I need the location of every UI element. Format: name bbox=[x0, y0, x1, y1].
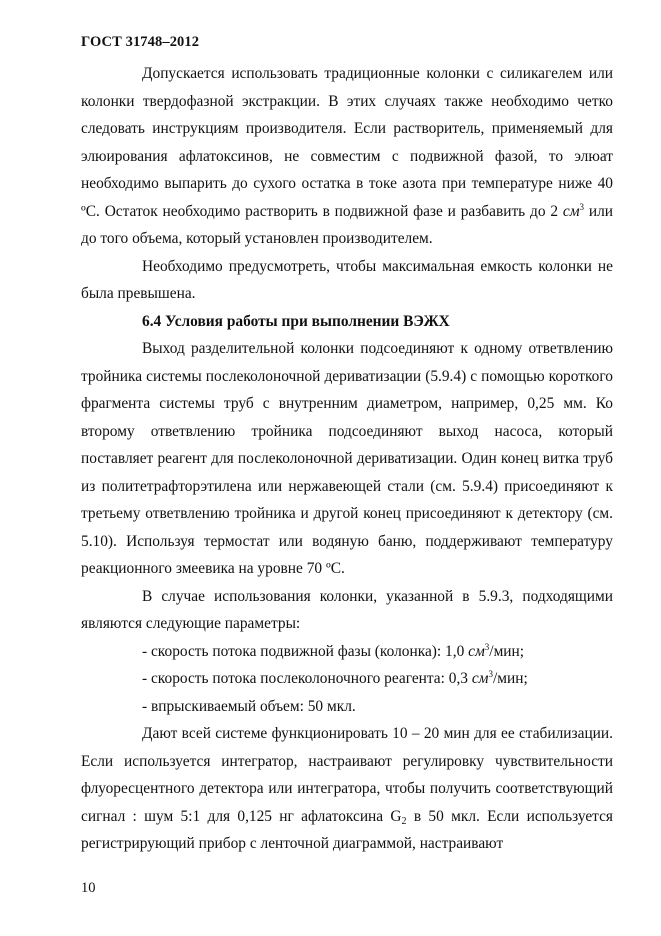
paragraph-parameters: В случае использования колонки, указанной в 5.9.3, подходящими являются следующие параметры: bbox=[81, 587, 613, 632]
list-item-text: - скорость потока подвижной фазы (колонка): 1,0 bbox=[142, 642, 469, 660]
paragraph-capacity: Необходимо предусмотреть, чтобы максимальная емкость колонки не была превышена. bbox=[81, 257, 613, 302]
list-item-injection-volume: - впрыскиваемый объем: 50 мкл. bbox=[142, 697, 356, 715]
paragraph-stabilization bbox=[81, 720, 613, 858]
unit-exponent: 3 bbox=[484, 641, 490, 652]
list-item-flow-reagent bbox=[81, 665, 613, 693]
subscript: 2 bbox=[401, 815, 407, 827]
section-heading: 6.4 Условия работы при выполнении ВЭЖХ bbox=[142, 312, 450, 330]
paragraph-columns bbox=[81, 60, 613, 253]
unit-exponent: 3 bbox=[488, 669, 493, 679]
list-item-text-end: /мин; bbox=[489, 642, 525, 660]
page-content bbox=[81, 60, 613, 858]
list-item-text: - скорость потока послеколоночного реагента: 0,3 bbox=[142, 670, 472, 687]
list-item-flow-mobile bbox=[81, 638, 613, 666]
unit-cm: см bbox=[562, 202, 580, 220]
paragraph-connection: Выход разделительной колонки подсоединяют к одному ответвлению тройника системы послеколоночной дериватизации (5.9.4) с помощью короткого фрагмента системы труб с внутренним диаметром, например, 0,25 мм. Ко второму ответвлению тройника подсоединяют выход насоса, который поставляет реагент для послеколоночной дериватизации. Один конец витка труб из политетрафторэтилена или нержавеющей стали (см. 5.9.4) присоединяют к третьему ответвлению тройника и другой конец присоединяют к детектору (см. 5.10). Используя термостат или водяную баню, поддерживают температуру реакционного змеевика на уровне 70 ºС. bbox=[81, 340, 613, 577]
paragraph-text-end: или до того объема, который установлен производителем. bbox=[81, 202, 613, 247]
paragraph-text-end: в 50 мкл. Если используется регистрирующий прибор с ленточной диаграммой, настраивают bbox=[81, 807, 613, 852]
unit-cm: см bbox=[471, 670, 489, 687]
standard-header: ГОСТ 31748–2012 bbox=[81, 34, 200, 50]
unit-exponent: 3 bbox=[579, 201, 585, 212]
list-item-text-end: /мин; bbox=[493, 670, 528, 687]
unit-cm: см bbox=[468, 642, 485, 660]
paragraph-text: Допускается использовать традиционные колонки с силикагелем или колонки твердофазной экстракции. В этих случаях также необходимо четко следовать инструкциям производителя. Если растворитель, применяемый для элюирования афлатоксинов, не совместим с подвижной фазой, то элюат необходимо выпарить до сухого остатка в токе азота при температуре ниже 40 ºС. Остаток необходимо растворить в подвижной фазе и разбавить до 2 bbox=[81, 65, 613, 220]
page-number: 10 bbox=[81, 880, 96, 896]
paragraph-text: Дают всей системе функционировать 10 – 20 мин для ее стабилизации. Если используется интегратор, настраивают регулировку чувствительности флуоресцентного детектора или интегратора, чтобы получить соответствующий сигнал : шум 5:1 для 0,125 нг афлатоксина G bbox=[81, 725, 613, 825]
